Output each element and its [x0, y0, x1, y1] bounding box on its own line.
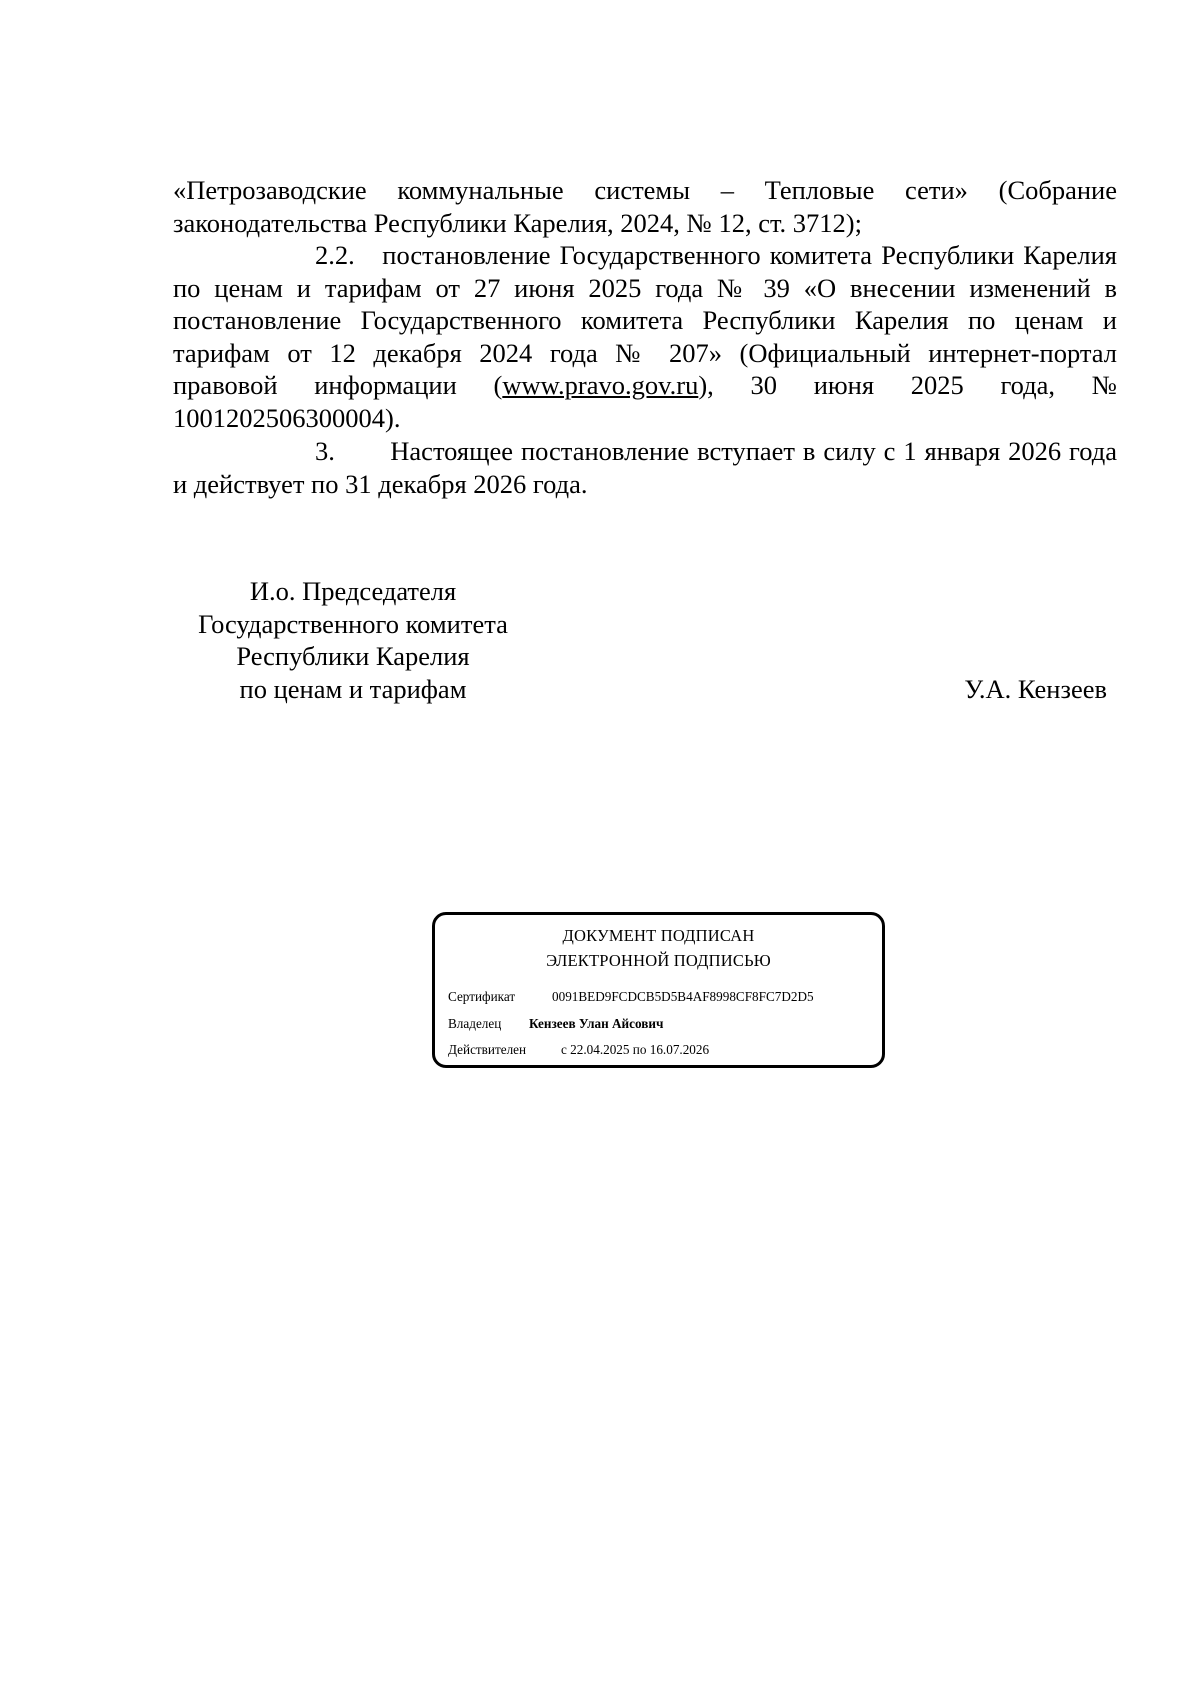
paragraph-2 [173, 239, 1117, 435]
paragraph-3 [173, 435, 1117, 500]
paragraph-1: «Петрозаводские коммунальные системы – Тепловые сети» (Собрание законодательства Республики Карелия, 2024, № 12, ст. 3712); [173, 175, 1117, 238]
paragraph-3-number: 3. [315, 436, 335, 466]
paragraph-2-text-end: ), 30 июня 2025 года, № 1001202506300004). [173, 370, 1118, 433]
validity-value: с 22.04.2025 по 16.07.2026 [561, 1042, 710, 1057]
signatory-position [173, 575, 533, 705]
owner-value: Кензеев Улан Айсович [529, 1016, 664, 1031]
paragraph-2-text: постановление Государственного комитета Республики Карелия по ценам и тарифам от 27 июня 2025 года № 39 «О внесении изменений в постановление Государственного комитета Республики Карелия по ценам и тарифам от 12 декабря 2024 года № 207» (Официальный интернет-портал правовой информации ( [173, 240, 1117, 401]
certificate-label: Сертификат [448, 989, 516, 1004]
position-line: Государственного комитета [198, 608, 508, 639]
position-line: по ценам и тарифам [239, 673, 467, 704]
certificate-row [448, 988, 814, 1006]
electronic-signature-stamp [432, 912, 885, 1068]
signatory-name: У.А. Кензеев [964, 674, 1107, 704]
position-line: И.о. Председателя [249, 576, 457, 606]
stamp-title-line-2: ЭЛЕКТРОННОЙ ПОДПИСЬЮ [546, 951, 771, 970]
validity-row [448, 1041, 709, 1059]
stamp-title-line-1: ДОКУМЕНТ ПОДПИСАН [562, 926, 755, 945]
owner-row [448, 1015, 663, 1033]
position-line: Республики Карелия [236, 641, 470, 672]
pravo-link[interactable]: www.pravo.gov.ru [502, 370, 699, 401]
certificate-value: 0091BED9FCDCB5D5B4AF8998CF8FC7D2D5 [552, 989, 814, 1004]
paragraph-3-text: Настоящее постановление вступает в силу с 1 января 2026 года и действует по 31 декабря 2026 года. [173, 436, 1117, 499]
owner-label: Владелец [448, 1016, 502, 1031]
paragraph-2-number: 2.2. [315, 240, 355, 270]
validity-label: Действителен [448, 1042, 527, 1057]
